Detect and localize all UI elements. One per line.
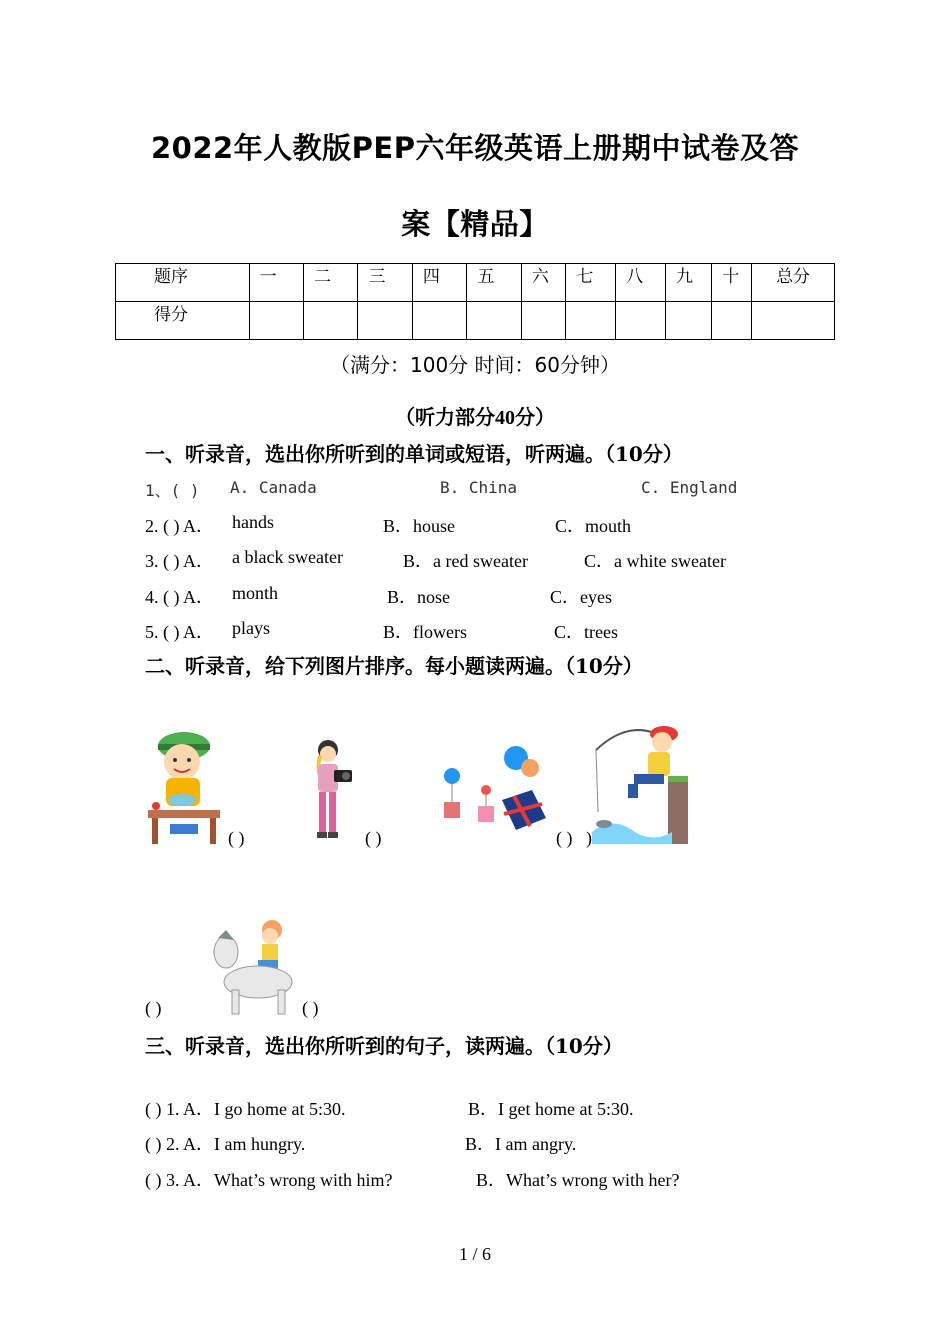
score-cell[interactable] — [467, 302, 521, 340]
score-cell[interactable] — [752, 302, 835, 340]
picture-2-blank[interactable]: ( ) — [365, 828, 382, 848]
header-cell: 总分 — [752, 264, 835, 302]
q5-number: 5. ( ) A． — [145, 622, 214, 642]
picture-4-right-paren: ) — [586, 828, 592, 848]
q4-option-c: C．eyes — [550, 587, 612, 607]
boy-eating-image — [144, 728, 224, 844]
header-cell: 八 — [616, 264, 666, 302]
q5-option-b: B．flowers — [383, 622, 467, 642]
header-cell: 九 — [666, 264, 712, 302]
score-cell[interactable] — [412, 302, 466, 340]
picture-5-blank[interactable]: ( ) — [145, 998, 162, 1018]
balloons-gifts-image — [442, 744, 550, 834]
q3-number: 3. ( ) A． — [145, 551, 214, 571]
score-cell[interactable] — [249, 302, 303, 340]
s3-item2-option-a: ( ) 2. A．I am hungry. — [145, 1134, 306, 1154]
header-cell: 三 — [358, 264, 412, 302]
header-cell: 二 — [304, 264, 358, 302]
q4-number: 4. ( ) A． — [145, 587, 214, 607]
q4-option-b: B．nose — [387, 587, 450, 607]
page-title-line1: 2022年人教版PEP六年级英语上册期中试卷及答 — [150, 131, 800, 165]
header-cell: 六 — [521, 264, 565, 302]
score-cell[interactable] — [666, 302, 712, 340]
q1-option-c: C. England — [641, 478, 738, 497]
section2-title: 二、听录音，给下列图片排序。每小题读两遍。（10分） — [145, 654, 643, 678]
s3-item2-option-b: B．I am angry. — [465, 1134, 577, 1154]
score-cell[interactable] — [358, 302, 412, 340]
section1-title: 一、听录音，选出你所听到的单词或短语，听两遍。（10分） — [145, 442, 683, 466]
q2-number: 2. ( ) A． — [145, 516, 214, 536]
row-label: 得分 — [116, 302, 250, 340]
s3-item3-option-a: ( ) 3. A．What’s wrong with him? — [145, 1170, 393, 1190]
listening-header: （听力部分40分） — [395, 407, 555, 429]
s3-item1-option-a: ( ) 1. A．I go home at 5:30. — [145, 1099, 346, 1119]
header-cell: 题序 — [116, 264, 250, 302]
q1-number: 1、( ) — [145, 481, 200, 500]
q3-option-c: C．a white sweater — [584, 551, 726, 571]
s3-item1-option-b: B．I get home at 5:30. — [468, 1099, 634, 1119]
section3-title: 三、听录音，选出你所听到的句子，读两遍。（10分） — [145, 1034, 623, 1058]
score-cell[interactable] — [566, 302, 616, 340]
q2-option-c: C．mouth — [555, 516, 632, 536]
q1-option-b: B. China — [440, 478, 518, 497]
score-cell[interactable] — [521, 302, 565, 340]
score-table-score-row — [116, 302, 835, 340]
q5-option-c: C．trees — [554, 622, 618, 642]
score-table — [115, 263, 835, 340]
girl-camera-image — [298, 738, 360, 842]
score-cell[interactable] — [616, 302, 666, 340]
boy-horse-image — [208, 918, 300, 1016]
q2-option-b: B．house — [383, 516, 455, 536]
q4-option-a: month — [232, 583, 279, 603]
q3-option-a: a black sweater — [232, 547, 343, 567]
q2-option-a: hands — [232, 512, 274, 532]
score-cell[interactable] — [304, 302, 358, 340]
score-table-header-row — [116, 264, 835, 302]
exam-info: （满分：100分 时间：60分钟） — [330, 353, 620, 377]
header-cell: 五 — [467, 264, 521, 302]
picture-1-blank[interactable]: ( ) — [228, 828, 245, 848]
s3-item3-option-b: B．What’s wrong with her? — [476, 1170, 680, 1190]
q1-option-a: A. Canada — [230, 478, 317, 497]
page-number: 1 / 6 — [458, 1244, 491, 1264]
header-cell: 七 — [566, 264, 616, 302]
picture-5-second-blank[interactable]: ( ) — [302, 998, 319, 1018]
header-cell: 四 — [412, 264, 466, 302]
q3-option-b: B．a red sweater — [403, 551, 528, 571]
q5-option-a: plays — [232, 618, 270, 638]
header-cell: 十 — [712, 264, 752, 302]
header-cell: 一 — [249, 264, 303, 302]
boy-fishing-image — [592, 720, 688, 844]
page-title-line2: 案【精品】 — [401, 207, 549, 241]
score-cell[interactable] — [712, 302, 752, 340]
picture-3-blank[interactable]: ( ) — [556, 828, 573, 848]
